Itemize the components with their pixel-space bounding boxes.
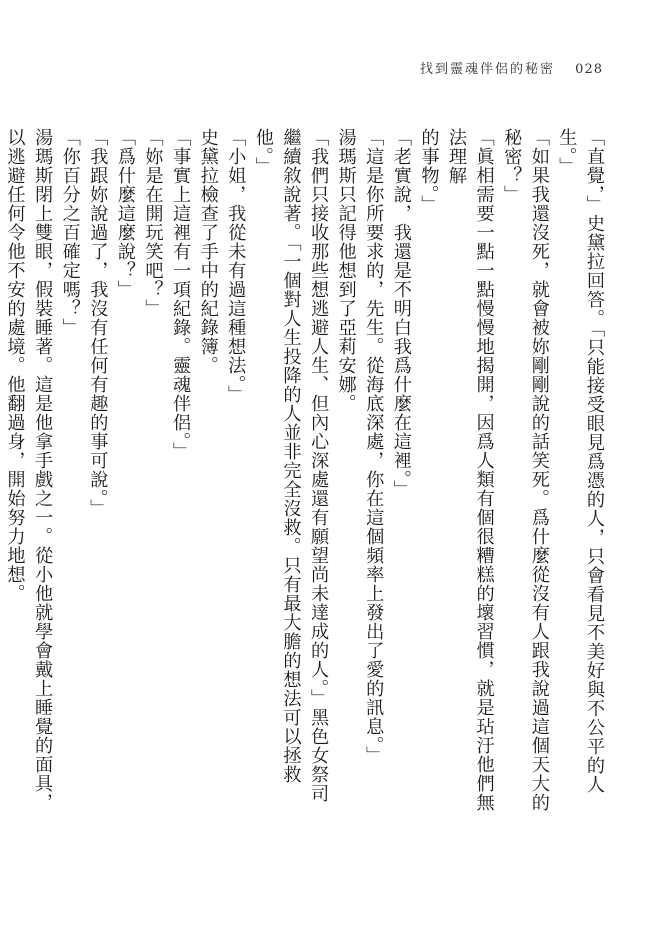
paragraph: 「如果我還沒死，就會被妳剛剛說的話笑死。爲什麼從沒有人跟我說過這個天大的秘密？」 xyxy=(501,128,550,812)
paragraph: 「眞相需要一點一點慢慢地揭開，因爲人類有個很糟糕的壞習慣，就是玷汙他們無法理解 xyxy=(446,128,495,812)
running-header-title: 找到靈魂伴侶的秘密 xyxy=(420,62,556,77)
paragraph: 「我們只接收那些想逃避人生、但內心深處還有願望尚未達成的人。」黑色女祭司繼續敘說著。「一個對人生投降的人並非完全沒救。只有最大膽的想法可以拯救他。」 xyxy=(252,128,330,803)
paragraph: 「小姐，我從未有過這種想法。」 xyxy=(225,128,247,404)
vertical-body-text xyxy=(4,128,608,818)
paragraph: 「事實上這裡有一項紀錄。靈魂伴侶。」 xyxy=(170,128,192,461)
paragraph: 「直覺，」史黛拉回答。「只能接受眼見爲憑的人，只會看見不美好與不公平的人生。」 xyxy=(556,128,605,794)
paragraph: 的事物。」 xyxy=(418,128,440,214)
paragraph: 「老實說，我還是不明白我爲什麼在這裡。」 xyxy=(390,128,412,499)
paragraph: 「這是你所要求的，先生。從海底深處，你在這個頻率上發出了愛的訊息。」 xyxy=(363,128,385,765)
page-number: 028 xyxy=(575,62,603,77)
paragraph: 「我跟妳說過了，我沒有任何有趣的事可說。」 xyxy=(87,128,109,518)
paragraph: 湯瑪斯只記得他想到了亞莉安娜。 xyxy=(335,128,357,413)
running-header xyxy=(420,58,603,77)
paragraph: 湯瑪斯閉上雙眼，假裝睡著。這是他拿手戲之一。從小他就學會戴上睡覺的面具，以逃避任何令他不安的處境。他翻過身，開始努力地想。 xyxy=(4,128,54,812)
paragraph: 史黛拉檢查了手中的紀錄簿。 xyxy=(197,128,219,375)
paragraph: 「你百分之百確定嗎？」 xyxy=(59,128,81,337)
paragraph: 「爲什麼這麼說？」 xyxy=(114,128,136,299)
paragraph: 「妳是在開玩笑吧？」 xyxy=(142,128,164,318)
